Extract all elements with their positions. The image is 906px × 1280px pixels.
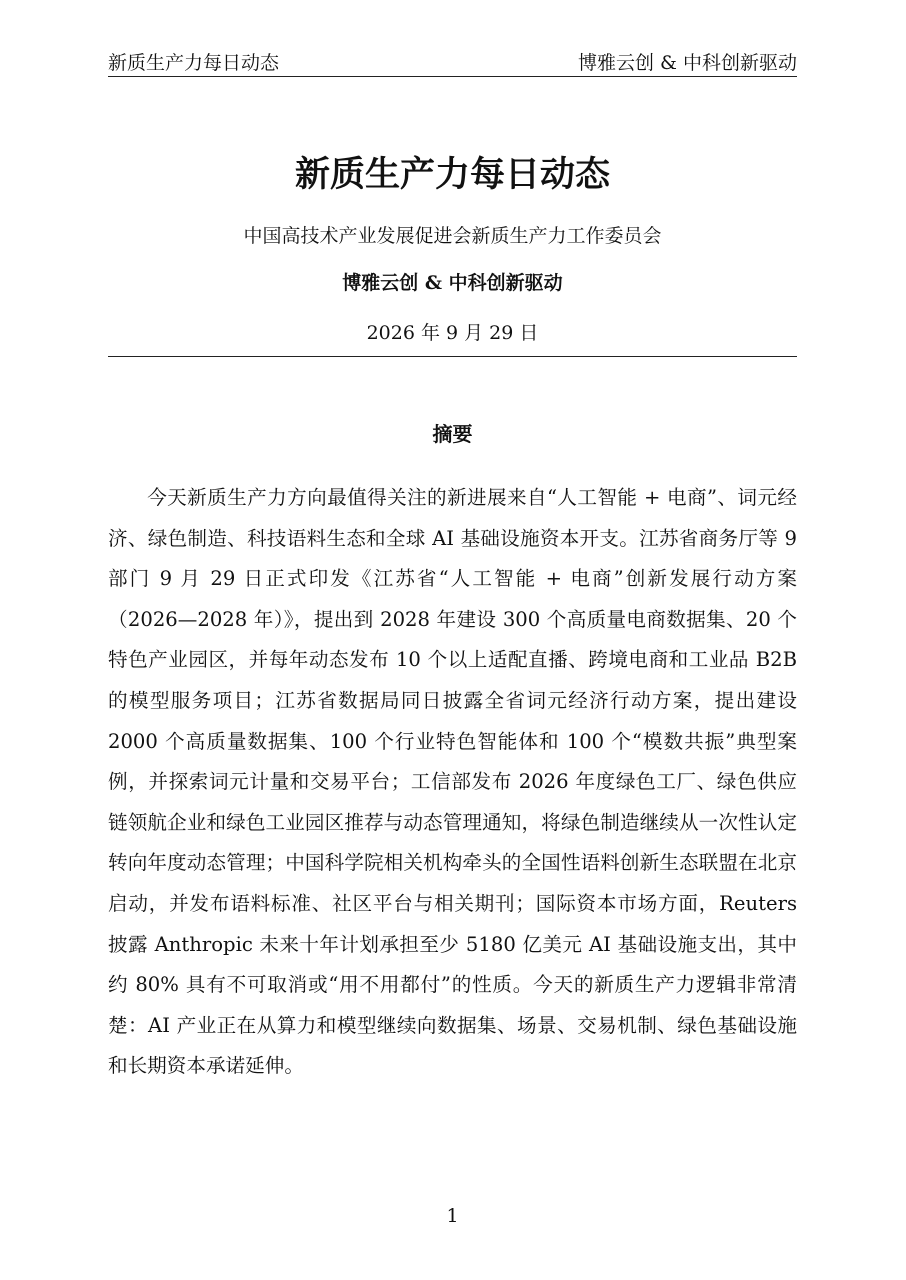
authors: 博雅云创 & 中科创新驱动 <box>342 272 563 294</box>
page-number: 1 <box>446 1205 459 1227</box>
abstract-heading: 摘要 <box>432 422 473 446</box>
organization: 中国高技术产业发展促进会新质生产力工作委员会 <box>243 225 662 247</box>
publication-date: 2026 年 9 月 29 日 <box>366 322 539 344</box>
header-left-title: 新质生产力每日动态 <box>108 52 280 74</box>
document-title: 新质生产力每日动态 <box>294 154 610 195</box>
header-right-authors: 博雅云创 & 中科创新驱动 <box>578 52 797 74</box>
title-divider <box>108 356 797 357</box>
running-header <box>108 44 797 77</box>
abstract-body: 今天新质生产力方向最值得关注的新进展来自“人工智能 + 电商”、词元经济、绿色制造、科技语料生态和全球 AI 基础设施资本开支。江苏省商务厅等 9 部门 9 月 29 日正式印发《江苏省“人工智能 + 电商”创新发展行动方案（2026—2028 年）》，提出到 2028 年建设 300 个高质量电商数据集、20 个特色产业园区，并每年动态发布 10 个以上适配直播、跨境电商和工业品 B2B 的模型服务项目；江苏省数据局同日披露全省词元经济行动方案，提出建设 2000 个高质量数据集、100 个行业特色智能体和 100 个“模数共振”典型案例，并探索词元计量和交易平台；工信部发布 2026 年度绿色工厂、绿色供应链领航企业和绿色工业园区推荐与动态管理通知，将绿色制造继续从一次性认定转向年度动态管理；中国科学院相关机构牵头的全国性语料创新生态联盟在北京启动，并发布语料标准、社区平台与相关期刊；国际资本市场方面，Reuters 披露 Anthropic 未来十年计划承担至少 5180 亿美元 AI 基础设施支出，其中约 80% 具有不可取消或“用不用都付”的性质。今天的新质生产力逻辑非常清楚：AI 产业正在从算力和模型继续向数据集、场景、交易机制、绿色基础设施和长期资本承诺延伸。 <box>108 486 797 1078</box>
